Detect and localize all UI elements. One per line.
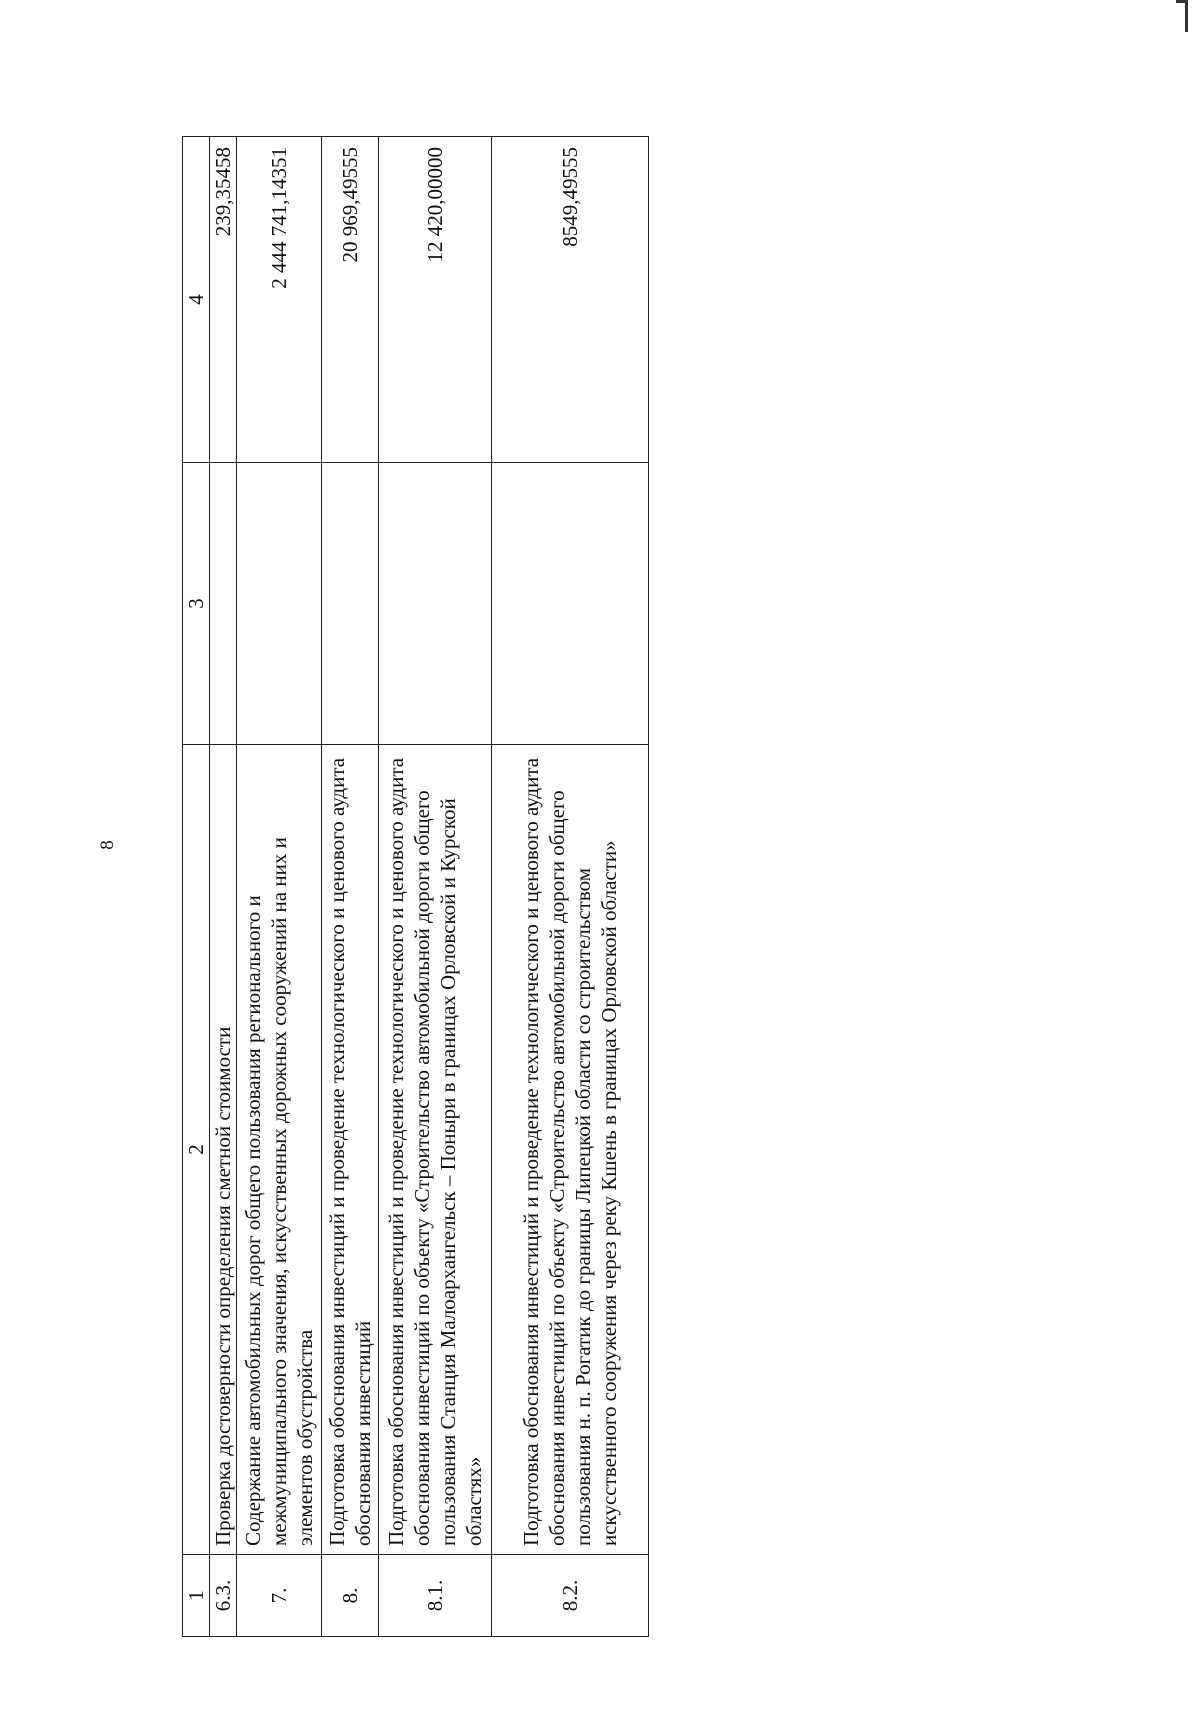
row-description: Подготовка обоснования инвестиций и проведение технологического и ценового аудита обоснования инвестиций по объекту «Строительство автомобильной дороги общего пользования н. п. Рогатик до границы Липецкой области со строительством искусственного сооружения через реку Кшень в границах Орловской области» <box>492 745 649 1555</box>
table-row <box>322 137 379 1637</box>
row-value: 12 420,00000 <box>379 137 492 463</box>
row-col3 <box>492 463 649 745</box>
row-description: Подготовка обоснования инвестиций и проведение технологического и ценового аудита обоснования инвестиций по объекту «Строительство автомобильной дороги общего пользования Станция Малоархангельск – Поныри в границах Орловской и Курской областях» <box>379 745 492 1555</box>
budget-table <box>182 136 649 1637</box>
table-row <box>237 137 322 1637</box>
row-col3 <box>379 463 492 745</box>
row-description: Содержание автомобильных дорог общего пользования регионального и межмуниципального значения, искусственных дорожных сооружений на них и элементов обустройства <box>237 745 322 1555</box>
table-header-row <box>183 137 210 1637</box>
table-row <box>379 137 492 1637</box>
row-col3 <box>237 463 322 745</box>
row-number: 7. <box>237 1555 322 1637</box>
table-row <box>492 137 649 1637</box>
header-cell: 1 <box>183 1555 210 1637</box>
row-value: 8549,49555 <box>492 137 649 463</box>
rotated-table-wrapper <box>182 137 642 1637</box>
table-row <box>210 137 237 1637</box>
scan-artifact <box>1176 0 1188 3</box>
row-value: 239,35458 <box>210 137 237 463</box>
row-number: 8.2. <box>492 1555 649 1637</box>
row-col3 <box>210 463 237 745</box>
header-cell: 2 <box>183 745 210 1555</box>
header-cell: 3 <box>183 463 210 745</box>
row-number: 8. <box>322 1555 379 1637</box>
row-col3 <box>322 463 379 745</box>
scan-artifact <box>1185 0 1188 32</box>
row-value: 2 444 741,14351 <box>237 137 322 463</box>
row-number: 8.1. <box>379 1555 492 1637</box>
row-value: 20 969,49555 <box>322 137 379 463</box>
row-number: 6.3. <box>210 1555 237 1637</box>
row-description: Подготовка обоснования инвестиций и проведение технологического и ценового аудита обоснования инвестиций <box>322 745 379 1555</box>
header-cell: 4 <box>183 137 210 463</box>
row-description: Проверка достоверности определения сметной стоимости <box>210 745 237 1555</box>
page-number: 8 <box>97 840 118 850</box>
